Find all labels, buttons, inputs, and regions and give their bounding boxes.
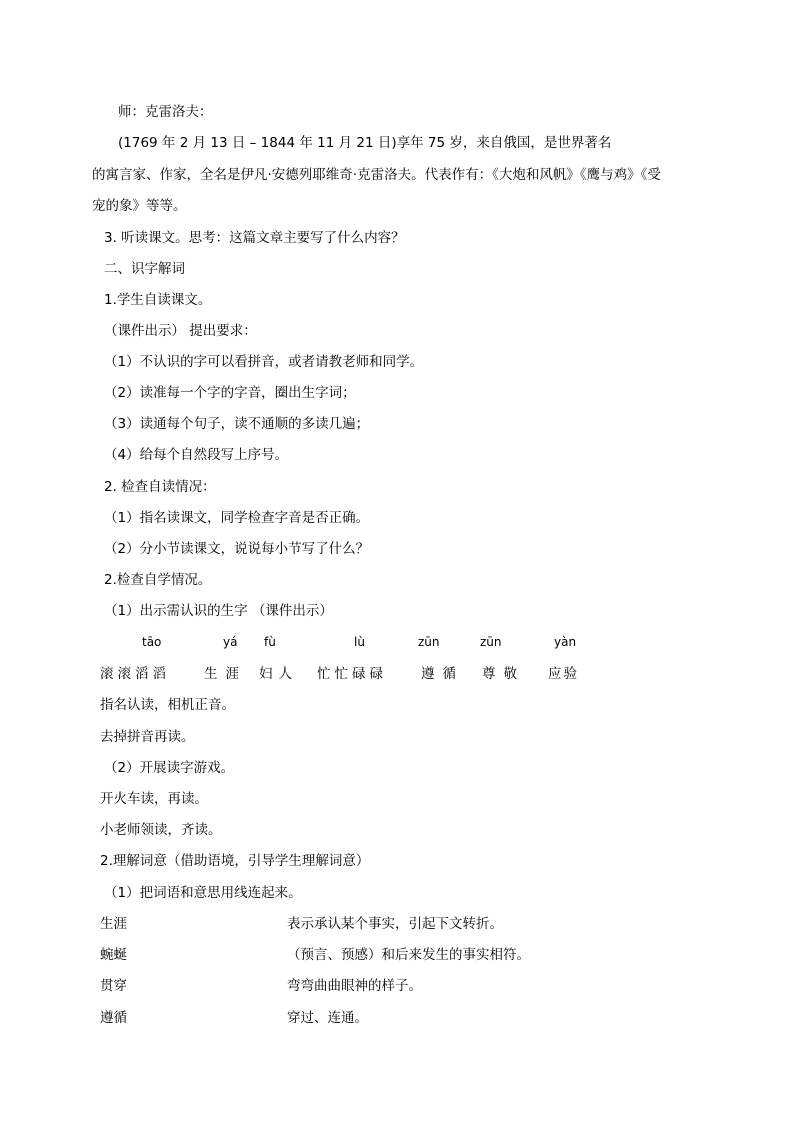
- step-3: 3. 听读课文。思考：这篇文章主要写了什么内容？: [104, 230, 405, 246]
- pair-word-3: 贯穿: [100, 978, 127, 994]
- word-2: 生涯: [204, 666, 247, 682]
- pair-word-2: 蜿蜒: [100, 947, 127, 963]
- word-6: 尊敬: [482, 666, 525, 682]
- requirement-4: （4）给每个自然段写上序号。: [104, 447, 289, 463]
- train-reading: 开火车读，再读。: [100, 791, 208, 807]
- pinyin-1: tāo: [142, 635, 162, 649]
- author-title: 师：克雷洛夫：: [118, 104, 213, 120]
- word-5: 遵循: [421, 666, 464, 682]
- pair-meaning-2: （预言、预感）和后来发生的事实相符。: [287, 947, 530, 963]
- courseware-requirements: （课件出示） 提出要求：: [104, 323, 257, 339]
- teacher-reading: 小老师领读，齐读。: [100, 822, 222, 838]
- meaning-title: 2.理解词意（借助语境，引导学生理解词意）: [100, 853, 370, 869]
- after-1: 指名认读，相机正音。: [100, 697, 235, 713]
- pair-word-4: 遵循: [100, 1010, 127, 1026]
- pinyin-5: zūn: [418, 635, 440, 649]
- word-1: 滚滚滔滔: [100, 666, 170, 682]
- show-characters: （1）出示需认识的生字 （课件出示）: [104, 603, 333, 619]
- pair-meaning-4: 穿过、连通。: [287, 1010, 368, 1026]
- pinyin-7: yàn: [554, 635, 577, 649]
- word-3: 妇人: [259, 666, 298, 682]
- check-title: 2. 检查自读情况：: [104, 479, 216, 495]
- pinyin-3: fù: [264, 635, 276, 649]
- word-7: 应验: [548, 666, 579, 682]
- pair-meaning-1: 表示承认某个事实，引起下文转折。: [287, 916, 503, 932]
- word-4: 忙忙碌碌: [317, 666, 387, 682]
- check-1: （1）指名读课文，同学检查字音是否正确。: [104, 510, 370, 526]
- game: （2）开展读字游戏。: [104, 760, 235, 776]
- item-1: 1.学生自读课文。: [104, 292, 212, 308]
- after-2: 去掉拼音再读。: [100, 729, 195, 745]
- requirement-1: （1）不认识的字可以看拼音，或者请教老师和同学。: [104, 354, 424, 370]
- pinyin-4: lù: [354, 635, 365, 649]
- pinyin-2: yá: [223, 635, 238, 649]
- author-bio-line-1: (1769 年 2 月 13 日 – 1844 年 11 月 21 日)享年 75 岁，来自俄国，是世界著名: [118, 135, 612, 151]
- section-heading: 二、识字解词: [104, 261, 185, 277]
- pinyin-6: zūn: [480, 635, 502, 649]
- pair-word-1: 生涯: [100, 916, 127, 932]
- pair-meaning-3: 弯弯曲曲眼神的样子。: [287, 978, 422, 994]
- check-self: 2.检查自学情况。: [104, 572, 212, 588]
- requirement-2: （2）读准每一个字的字音，圈出生字词；: [104, 385, 356, 401]
- author-bio-line-3: 宠的象》等等。: [92, 198, 187, 214]
- author-bio-line-2: 的寓言家、作家，全名是伊凡·安德列耶维奇·克雷洛夫。代表作有：《大炮和风帆》《鹰与鸡》《受: [92, 167, 661, 183]
- requirement-3: （3）读通每个句子，读不通顺的多读几遍；: [104, 416, 370, 432]
- check-2: （2）分小节读课文，说说每小节写了什么？: [104, 541, 370, 557]
- connect-instruction: （1）把词语和意思用线连起来。: [104, 885, 302, 901]
